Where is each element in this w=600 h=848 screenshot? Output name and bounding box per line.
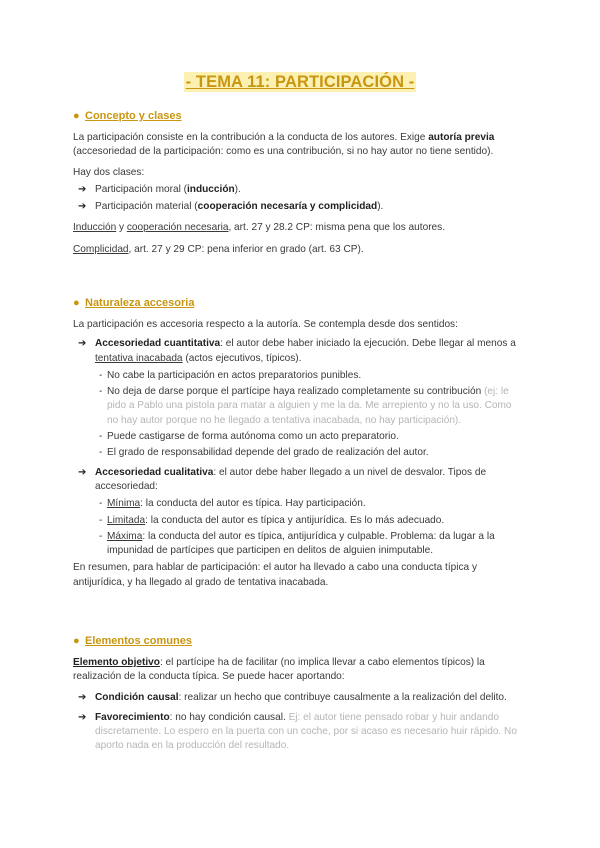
arrow-icon: ➔ (78, 201, 87, 213)
arrow-icon: ➔ (78, 338, 87, 350)
dash-icon: - (99, 514, 103, 526)
dash-icon: - (99, 431, 103, 443)
paragraph-induccion: Inducción y cooperación necesaria, art. 27 y 28.2 CP: misma pena que los autores. (73, 222, 446, 234)
list-item: - Mínima: la conducta del autor es típica. Hay participación. (73, 497, 525, 511)
list-item: ➔ Accesoriedad cualitativa: el autor debe haber llegado a un nivel de desvalor. Tipos de accesoriedad: (78, 466, 487, 492)
section-heading-elementos: ● Elementos comunes (73, 635, 192, 647)
paragraph-intro: La participación es accesoria respecto a la autoría. Se contempla desde dos sentidos: (73, 319, 458, 330)
page-title: - TEMA 11: PARTICIPACIÓN - (185, 73, 415, 91)
title-container (0, 72, 600, 92)
paragraph-intro: La participación consiste en la contribución a la conducta de los autores. Exige autoría previa (accesoriedad de la participación: como es una contribución, si no hay autor no tiene sentido). (73, 132, 495, 158)
paragraph-complicidad: Complicidad, art. 27 y 29 CP: pena inferior en grado (art. 63 CP). (73, 243, 364, 255)
list-item: - El grado de responsabilidad depende del grado de realización del autor. (73, 446, 525, 460)
list-item: ➔ Accesoriedad cuantitativa: el autor debe haber iniciado la ejecución. Debe llegar al menos a tentativa inacabada (actos ejecutivos, típicos). (78, 338, 516, 364)
bullet-icon: ● (73, 110, 80, 122)
section-body-elementos (73, 656, 525, 754)
bullet-icon: ● (73, 635, 80, 647)
arrow-icon: ➔ (78, 183, 87, 195)
list-item: - No deja de darse porque el partícipe haya realizado completamente su contribución (ej: le pido a Pablo una pistola para matar a alguien y me la da. Me arrepiento y no la uso. Como no hay autor porque no he llegado a tentativa inacabada, no hay participación). (99, 386, 512, 426)
arrow-icon: ➔ (78, 466, 87, 478)
dash-icon: - (99, 369, 103, 381)
bullet-icon: ● (73, 297, 80, 309)
paragraph-clases: Hay dos clases: (73, 166, 145, 178)
section-heading-concepto: ● Concepto y clases (73, 110, 182, 122)
paragraph-resumen: En resumen, para hablar de participación: el autor ha llevado a cabo una conducta típica y antijurídica, y ha llegado al grado de tentativa inacabada. (73, 562, 478, 588)
dash-icon: - (99, 386, 103, 398)
list-item: - Limitada: la conducta del autor es típica y antijurídica. Es lo más adecuado. (73, 514, 525, 528)
list-item: ➔ Participación moral (inducción). (73, 183, 525, 197)
list-item: ➔ Favorecimiento: no hay condición causal. Ej: el autor tiene pensado robar y huir andando discretamente. Lo espero en la puerta con un coche, por si acaso es necesario huir rápido. No aporto nada en la producción del resultado. (78, 711, 517, 752)
dash-icon: - (99, 447, 103, 459)
list-item: - No cabe la participación en actos preparatorios punibles. (73, 369, 525, 383)
paragraph-objetivo: Elemento objetivo: el partícipe ha de facilitar (no implica llevar a cabo elementos típicos) la realización de la conducta típica. Se puede hacer aportando: (73, 657, 485, 683)
list-item: ➔ Condición causal: realizar un hecho que contribuye causalmente a la realización del delito. (73, 691, 525, 705)
arrow-icon: ➔ (78, 711, 87, 723)
arrow-icon: ➔ (78, 691, 87, 703)
list-item: ➔ Participación material (cooperación necesaría y complicidad). (73, 200, 525, 214)
section-body-concepto (73, 131, 525, 257)
section-body-naturaleza (73, 318, 525, 590)
example-text: Ej: el autor tiene pensado robar y huir andando discretamente. Lo espero en la puerta con un coche, por si acaso es necesario huir rápido. No aporto nada en la producción del resultado. (95, 711, 517, 752)
list-item: - Máxima: la conducta del autor es típica, antijurídica y culpable. Problema: da lugar a la impunidad de partícipes que participen en delitos de alguien inimputable. (99, 530, 495, 557)
example-text: (ej: le pido a Pablo una pistola para matar a alguien y me la da. Me arrepiento y no la uso. Como no hay autor porque no he llegado a tentativa inacabada, no hay participación). (107, 386, 512, 426)
dash-icon: - (99, 498, 103, 510)
dash-icon: - (99, 530, 103, 542)
section-heading-naturaleza: ● Naturaleza accesoria (73, 297, 195, 309)
list-item: - Puede castigarse de forma autónoma como un acto preparatorio. (73, 430, 525, 444)
